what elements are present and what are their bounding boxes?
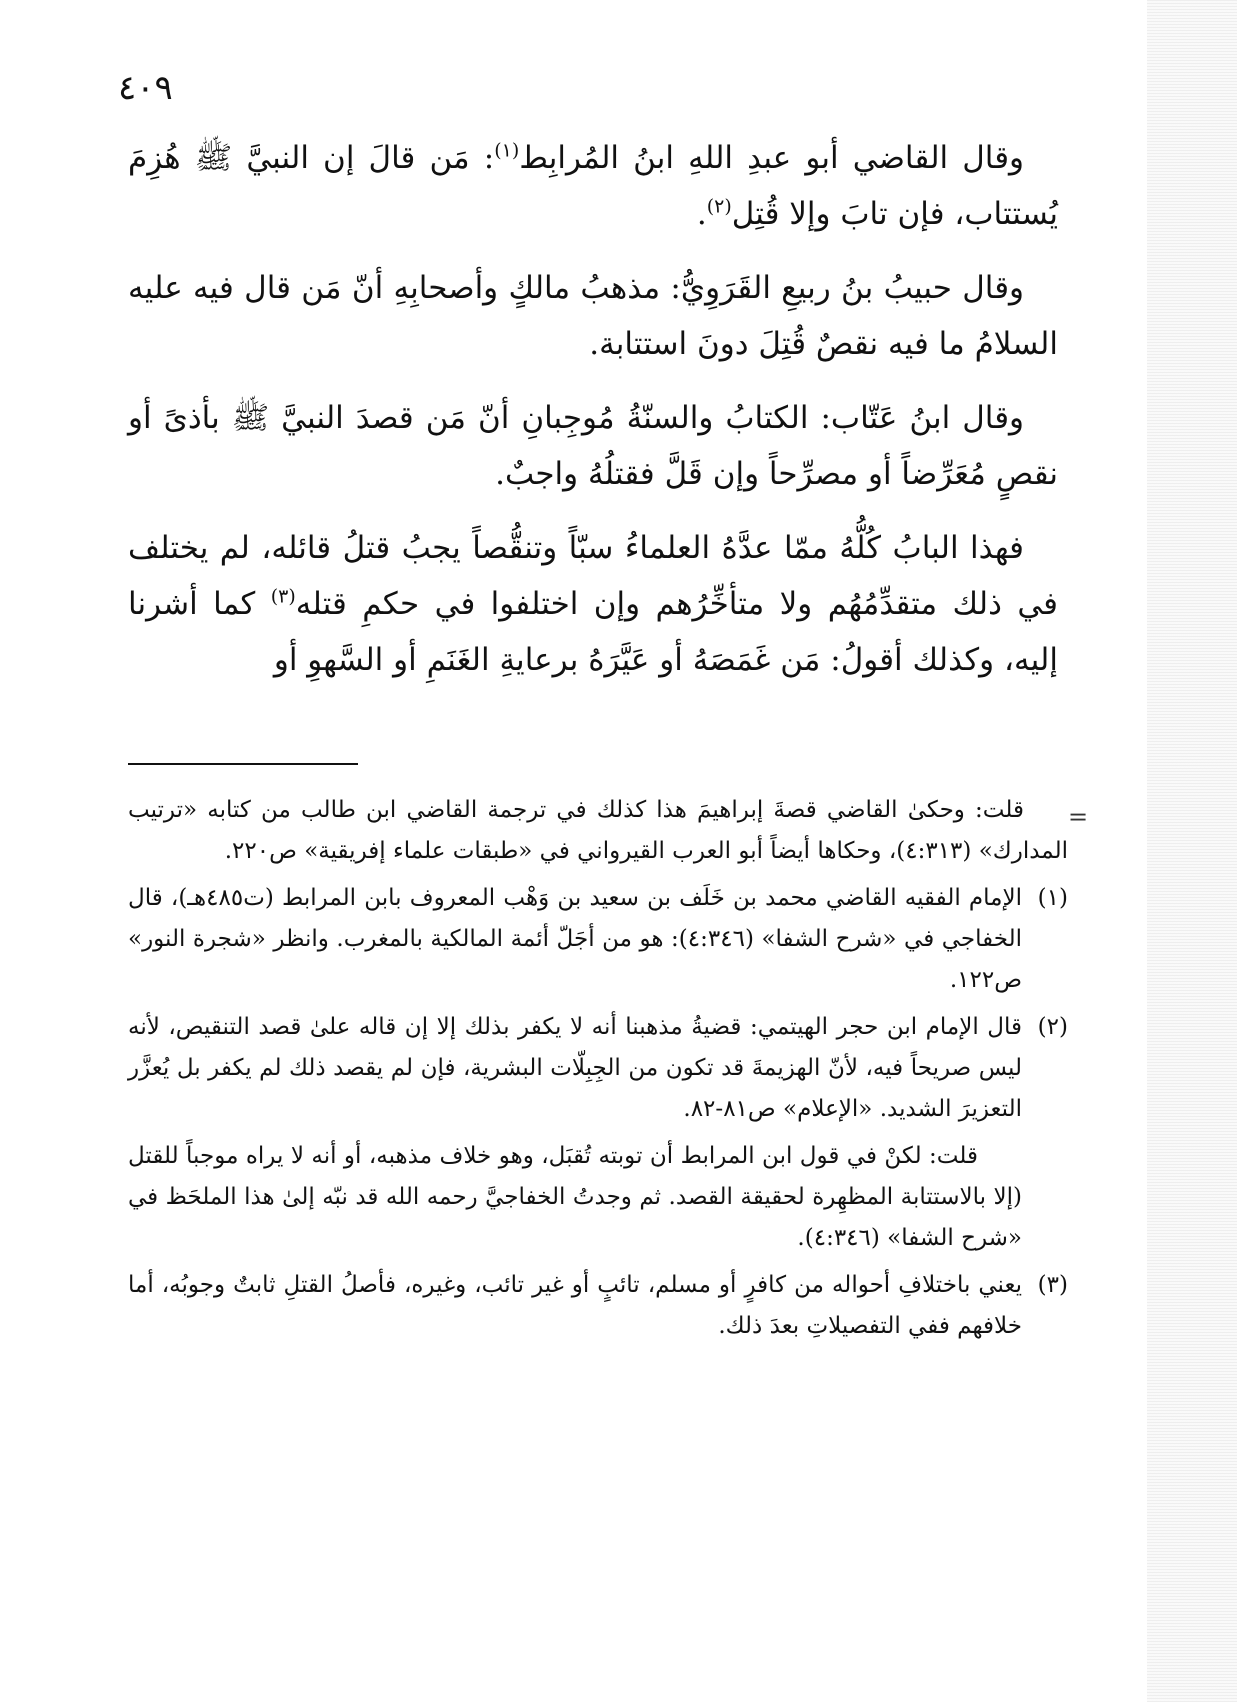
footnote-ref-2[interactable]: (٢) <box>706 195 732 218</box>
paragraph-text: . <box>696 196 707 232</box>
footnote-marker: (٣) <box>1037 1272 1068 1298</box>
paragraph-3: وقال ابنُ عَتّاب: الكتابُ والسنّةُ مُوجِبانِ أنّ مَن قصدَ النبيَّ ﷺ بأذىً أو نقصٍ مُعَرِّضاً أو مصرِّحاً وإن قَلَّ فقتلُهُ واجبٌ. <box>128 400 1058 492</box>
main-text <box>128 130 1058 706</box>
footnote-2-addendum: قلت: لكنْ في قول ابن المرابط أن توبته تُقبَل، وهو خلاف مذهبه، أو أنه لا يراه موجباً للقتل (إلا بالاستتابة المظهِرة لحقيقة القصد. ثم وجدتُ الخفاجيَّ رحمه الله قد نبّه إلىٰ هذا الملحَظ في «شرح الشفا» (٤:٣٤٦). <box>128 1143 1022 1251</box>
footnote-3 <box>128 1265 1068 1347</box>
paragraph-4 <box>128 520 1058 688</box>
continuation-mark: = <box>1068 803 1089 831</box>
paragraph-text: : مَن قالَ إن النبيَّ ﷺ هُزِمَ يُستتاب، فإن تابَ وإلا قُتِل <box>128 140 1058 232</box>
footnote-2 <box>128 1007 1068 1130</box>
footnote-ref-1[interactable]: (١) <box>494 139 520 162</box>
paragraph-text: فهذا البابُ كُلُّهُ ممّا عدَّهُ العلماءُ سبّاً وتنقُّصاً يجبُ قتلُ قائله، لم يختلف في ذلك متقدِّمُهُم ولا متأخِّرُهم وإن اختلفوا في حكمِ قتله <box>128 530 1058 622</box>
footnote-1 <box>128 878 1068 1001</box>
scan-edge <box>1147 0 1237 1702</box>
paragraph-text: وقال القاضي أبو عبدِ اللهِ ابنُ المُرابِط <box>519 140 1024 176</box>
footnote-text: الإمام الفقيه القاضي محمد بن خَلَف بن سعيد بن وَهْب المعروف بابن المرابط (ت٤٨٥هـ)، قال الخفاجي في «شرح الشفا» (٤:٣٤٦): هو من أجَلّ أئمة المالكية بالمغرب. وانظر «شجرة النور» ص١٢٢. <box>128 885 1023 993</box>
footnote-continuation: قلت: وحكىٰ القاضي قصةَ إبراهيمَ هذا كذلك في ترجمة القاضي ابن طالب من كتابه «ترتيب المدارك» (٤:٣١٣)، وحكاها أيضاً أبو العرب القيرواني في «طبقات علماء إفريقية» ص٢٢٠. <box>128 797 1068 864</box>
footnotes <box>128 790 1068 1353</box>
footnote-marker: (١) <box>1037 885 1068 911</box>
footnote-ref-3[interactable]: (٣) <box>270 585 296 608</box>
page-number: ٤٠٩ <box>118 68 173 108</box>
footnote-separator <box>128 763 358 765</box>
paragraph-1 <box>128 130 1058 242</box>
paragraph-2: وقال حبيبُ بنُ ربيعِ القَرَوِيُّ: مذهبُ مالكٍ وأصحابِهِ أنّ مَن قال فيه عليه السلامُ ما فيه نقصٌ قُتِلَ دونَ استتابة. <box>128 270 1058 362</box>
footnote-text: قال الإمام ابن حجر الهيتمي: قضيةُ مذهبنا أنه لا يكفر بذلك إلا إن قاله علىٰ قصد التنقيص، لأنه ليس صريحاً فيه، لأنّ الهزيمةَ قد تكون من الجِبِلّات البشرية، فإن لم يقصد ذلك لم يكفر بل يُعزَّر التعزيرَ الشديد. «الإعلام» ص٨١-٨٢. <box>128 1014 1022 1122</box>
footnote-marker: (٢) <box>1037 1014 1068 1040</box>
footnote-text: يعني باختلافِ أحواله من كافرٍ أو مسلم، تائبٍ أو غير تائب، وغيره، فأصلُ القتلِ ثابتٌ وجوبُه، أما خلافهم ففي التفصيلاتِ بعدَ ذلك. <box>128 1272 1022 1339</box>
paragraph-text: كما أشرنا إليه، وكذلك أقولُ: مَن غَمَصَهُ أو عَيَّرَهُ برعايةِ الغَنَمِ أو السَّهوِ أو <box>128 586 1058 678</box>
footnote-2-addendum-wrap <box>128 1136 1068 1259</box>
